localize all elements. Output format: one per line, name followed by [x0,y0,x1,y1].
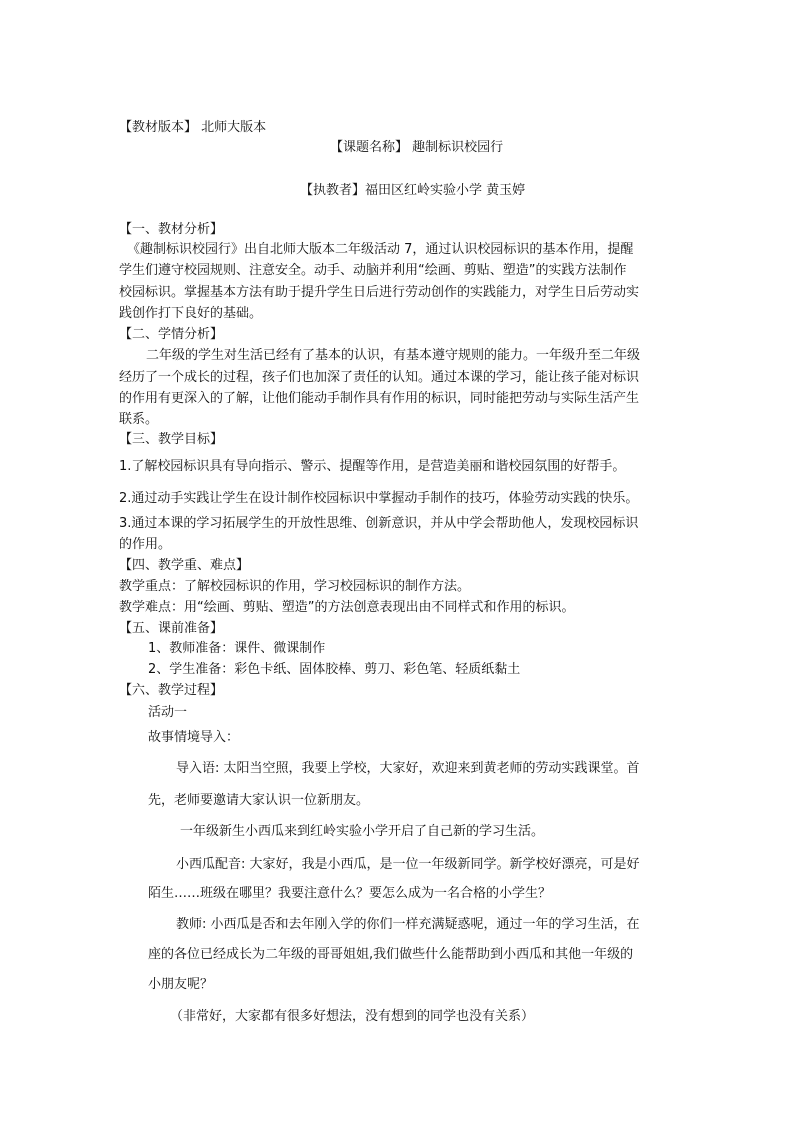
intro-line-2: 先，老师要邀请大家认识一位新朋友。 [148,793,370,808]
key-point: 教学重点：了解校园标识的作用，学习校园标识的制作方法。 [119,579,471,594]
story-label: 故事情境导入： [148,730,240,745]
goal-1: 1.了解校园标识具有导向指示、警示、提醒等作用，是营造美丽和谐校园氛围的好帮手。 [119,459,626,474]
prep-item-2: 2、学生准备：彩色卡纸、固体胶棒、剪刀、彩色笔、轻质纸黏土 [148,662,521,677]
difficult-point: 教学难点：用“绘画、剪贴、塑造”的方法创意表现出由不同样式和作用的标识。 [119,600,575,615]
edition-line: 【教材版本】 北师大版本 [119,120,267,135]
praise-line: （非常好，大家都有很多好想法，没有想到的同学也没有关系） [170,1009,535,1024]
teacher-line-3: 小朋友呢？ [148,977,214,992]
section2-line-1: 二年级的学生对生活已经有了基本的认识，有基本遵守规则的能力。一年级升至二年级 [146,348,641,363]
section4-heading: 【四、教学重、难点】 [119,558,250,573]
section2-line-4: 联系。 [119,412,159,427]
voice-line-2: 陌生……班级在哪里？我要注意什么？要怎么成为一名合格的小学生？ [148,886,552,901]
teacher-line: 【执教者】福田区红岭实验小学 黄玉婷 [300,183,526,198]
section1-line-3: 校园标识。掌握基本方法有助于提升学生日后进行劳动创作的实践能力，对学生日后劳动实 [119,285,640,300]
section1-heading: 【一、教材分析】 [119,222,224,237]
section1-line-4: 践创作打下良好的基础。 [119,306,263,321]
voice-line-1: 小西瓜配音: 大家好，我是小西瓜，是一位一年级新同学。新学校好漂亮，可是好 [176,857,640,872]
teacher-line-2: 座的各位已经成长为二年级的哥哥姐姐,我们做些什么能帮助到小西瓜和其他一年级的 [148,947,634,962]
intro-line-1: 导入语: 太阳当空照，我要上学校，大家好，欢迎来到黄老师的劳动实践课堂。首 [176,761,640,776]
section1-line-1: 《趣制标识校园行》出自北师大版本二年级活动 7，通过认识校园标识的基本作用，提醒 [127,242,634,257]
section5-heading: 【五、课前准备】 [119,621,224,636]
goal-2: 2.通过动手实践让学生在设计制作校园标识中掌握动手制作的技巧，体验劳动实践的快乐。 [119,491,639,506]
activity-label: 活动一 [148,705,188,720]
teacher-line-1: 教师: 小西瓜是否和去年刚入学的你们一样充满疑惑呢，通过一年的学习生活，在 [176,917,640,932]
section2-line-3: 的作用有更深入的了解，让他们能动手制作具有作用的标识，同时能把劳动与实际生活产生 [119,391,640,406]
goal-3-line-2: 的作用。 [119,537,172,552]
goal-3-line-1: 3.通过本课的学习拓展学生的开放性思维、创新意识，并从中学会帮助他人，发现校园标识 [119,516,639,531]
section1-line-2: 学生们遵守校园规则、注意安全。动手、动脑并利用“绘画、剪贴、塑造”的实践方法制作 [119,263,627,278]
new-student-line: 一年级新生小西瓜来到红岭实验小学开启了自己新的学习生活。 [180,824,545,839]
section2-heading: 【二、学情分析】 [119,327,224,342]
section6-heading: 【六、教学过程】 [119,683,224,698]
prep-item-1: 1、教师准备：课件、微课制作 [148,641,326,656]
section3-heading: 【三、教学目标】 [119,432,224,447]
section2-line-2: 经历了一个成长的过程，孩子们也加深了责任的认知。通过本课的学习，能让孩子能对标识 [119,370,640,385]
topic-line: 【课题名称】 趣制标识校园行 [330,140,504,155]
